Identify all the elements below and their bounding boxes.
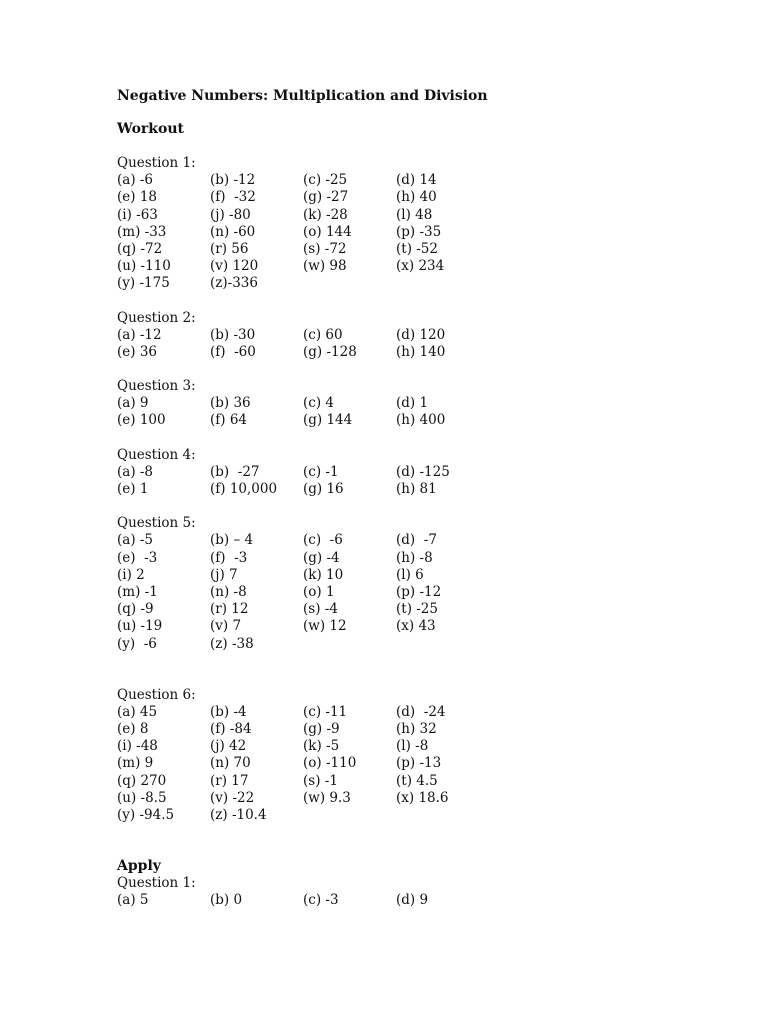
answer-row <box>117 275 717 292</box>
answer-item: (r) 56 <box>210 240 249 257</box>
answer-item: (g) 144 <box>303 412 353 429</box>
answer-row <box>117 224 717 241</box>
answer-item: (v) 120 <box>210 258 259 275</box>
answer-item: (f) -60 <box>210 343 256 360</box>
answer-row <box>117 807 717 824</box>
answer-item: (m) -33 <box>117 223 167 240</box>
answer-row <box>117 738 717 755</box>
answer-row <box>117 755 717 772</box>
question-block <box>117 378 717 430</box>
answer-item: (b) -30 <box>210 326 256 343</box>
answer-item: (c) -25 <box>303 172 348 189</box>
answer-item: (r) 17 <box>210 772 249 789</box>
question-label: Question 1: <box>117 155 196 171</box>
answer-item: (a) -8 <box>117 463 154 480</box>
answer-item: (z) -10.4 <box>210 807 267 823</box>
workout-questions <box>117 155 717 824</box>
answer-item: (j) 42 <box>210 738 247 755</box>
answer-item: (i) -63 <box>117 206 158 223</box>
answer-row <box>117 258 717 275</box>
answer-item: (l) 6 <box>396 566 424 583</box>
answer-item: (l) -8 <box>396 738 429 755</box>
question-label: Question 1: <box>117 875 196 892</box>
answer-item: (h) -8 <box>396 549 433 566</box>
answer-row <box>117 704 717 721</box>
answer-item: (h) 32 <box>396 721 437 738</box>
question-label: Question 4: <box>117 446 196 463</box>
question-block <box>117 155 717 293</box>
answer-item: (n) -8 <box>210 583 247 600</box>
answer-item: (e) 100 <box>117 412 166 429</box>
answer-item: (w) 98 <box>303 258 347 275</box>
answer-item: (x) 18.6 <box>396 789 449 806</box>
answer-item: (b) – 4 <box>210 532 254 549</box>
answer-item: (c) -3 <box>303 892 339 909</box>
answer-item: (k) -28 <box>303 206 348 223</box>
answer-item: (e) -3 <box>117 549 158 566</box>
answer-item: (j) 7 <box>210 566 238 583</box>
answer-item: (e) 18 <box>117 189 157 206</box>
answer-item: (d) -24 <box>396 703 446 720</box>
answer-item: (t) -25 <box>396 601 438 618</box>
section-heading-apply: Apply <box>117 858 161 875</box>
answer-item: (t) 4.5 <box>396 772 438 789</box>
answer-item: (v) -22 <box>210 789 255 806</box>
answer-item: (t) -52 <box>396 240 438 257</box>
answer-row <box>117 636 717 653</box>
answer-item: (o) 144 <box>303 223 352 240</box>
answer-item: (c) 60 <box>303 326 343 343</box>
answer-item: (f) 10,000 <box>210 481 278 497</box>
answer-item: (b) 36 <box>210 395 251 412</box>
answer-item: (d) 14 <box>396 172 437 189</box>
answer-item: (h) 400 <box>396 412 446 429</box>
answer-item: (g) -27 <box>303 189 349 206</box>
answer-item: (j) -80 <box>210 206 251 223</box>
answer-item: (x) 234 <box>396 258 445 275</box>
answer-item: (h) 140 <box>396 343 446 360</box>
answer-item: (g) 16 <box>303 481 344 497</box>
answer-item: (b) -12 <box>210 172 256 189</box>
answer-item: (w) 9.3 <box>303 789 351 806</box>
answer-item: (z)-336 <box>210 275 258 292</box>
answer-item: (r) 12 <box>210 601 249 618</box>
answer-item: (i) -48 <box>117 738 158 755</box>
question-block <box>117 515 717 653</box>
question-block <box>117 310 717 362</box>
answer-row <box>117 550 717 567</box>
answer-item: (b) -4 <box>210 703 247 720</box>
answer-item: (i) 2 <box>117 566 145 583</box>
answer-row <box>117 892 717 909</box>
answer-item: (s) -1 <box>303 772 338 789</box>
answer-item: (a) -12 <box>117 326 162 343</box>
apply-questions <box>117 875 717 909</box>
answer-item: (x) 43 <box>396 618 436 635</box>
answer-item: (e) 1 <box>117 481 149 497</box>
answer-item: (y) -6 <box>117 635 157 652</box>
answer-row <box>117 412 717 429</box>
answer-item: (g) -128 <box>303 343 357 360</box>
question-label: Question 5: <box>117 515 196 532</box>
answer-item: (k) 10 <box>303 566 344 583</box>
answer-row <box>117 567 717 584</box>
question-label: Question 6: <box>117 686 196 703</box>
answer-row <box>117 241 717 258</box>
answer-row <box>117 464 717 481</box>
answer-item: (h) 81 <box>396 481 437 497</box>
answer-item: (f) 64 <box>210 412 247 429</box>
answer-row <box>117 721 717 738</box>
answer-item: (e) 36 <box>117 343 157 360</box>
answer-row <box>117 327 717 344</box>
answer-row <box>117 207 717 224</box>
answer-item: (b) -27 <box>210 463 260 480</box>
answer-item: (o) -110 <box>303 755 357 772</box>
answer-item: (y) -94.5 <box>117 807 175 823</box>
answer-item: (d) 9 <box>396 892 429 909</box>
section-heading-workout: Workout <box>117 121 184 137</box>
answer-item: (b) 0 <box>210 892 243 909</box>
answer-sheet <box>117 88 717 927</box>
answer-item: (h) 40 <box>396 189 437 206</box>
answer-item: (k) -5 <box>303 738 340 755</box>
answer-item: (d) -7 <box>396 532 437 549</box>
answer-row <box>117 481 717 498</box>
answer-item: (c) -6 <box>303 532 343 549</box>
answer-item: (f) -84 <box>210 721 252 738</box>
answer-item: (v) 7 <box>210 618 242 635</box>
answer-item: (p) -35 <box>396 223 442 240</box>
answer-item: (p) -13 <box>396 755 442 772</box>
answer-row <box>117 532 717 549</box>
answer-row <box>117 395 717 412</box>
answer-item: (m) -1 <box>117 583 158 600</box>
answer-item: (u) -8.5 <box>117 789 167 806</box>
answer-item: (u) -19 <box>117 618 163 635</box>
page-title: Negative Numbers: Multiplication and Division <box>117 88 488 104</box>
answer-row <box>117 584 717 601</box>
answer-item: (f) -3 <box>210 549 248 566</box>
answer-item: (d) 120 <box>396 326 446 343</box>
answer-item: (q) 270 <box>117 772 167 789</box>
answer-item: (g) -9 <box>303 721 340 738</box>
answer-item: (d) -125 <box>396 463 450 480</box>
question-label: Question 3: <box>117 378 196 395</box>
answer-item: (f) -32 <box>210 189 256 206</box>
answer-item: (a) 9 <box>117 395 149 412</box>
answer-item: (a) 5 <box>117 892 149 909</box>
answer-row <box>117 172 717 189</box>
answer-item: (l) 48 <box>396 206 433 223</box>
answer-item: (c) 4 <box>303 395 334 412</box>
question-block <box>117 447 717 499</box>
answer-item: (e) 8 <box>117 721 149 738</box>
answer-item: (y) -175 <box>117 275 170 292</box>
answer-item: (c) -11 <box>303 703 348 720</box>
question-label: Question 2: <box>117 309 196 326</box>
answer-item: (g) -4 <box>303 549 340 566</box>
answer-item: (d) 1 <box>396 395 429 412</box>
answer-item: (q) -9 <box>117 601 154 618</box>
answer-item: (n) -60 <box>210 223 256 240</box>
answer-item: (p) -12 <box>396 583 442 600</box>
question-block <box>117 875 717 909</box>
answer-item: (n) 70 <box>210 755 251 772</box>
answer-item: (a) 45 <box>117 703 158 720</box>
answer-row <box>117 790 717 807</box>
question-block <box>117 687 717 825</box>
answer-row <box>117 189 717 206</box>
answer-row <box>117 618 717 635</box>
answer-item: (z) -38 <box>210 635 254 652</box>
answer-row <box>117 601 717 618</box>
answer-item: (w) 12 <box>303 618 347 635</box>
answer-item: (a) -5 <box>117 532 154 549</box>
answer-item: (s) -4 <box>303 601 338 618</box>
answer-item: (q) -72 <box>117 240 163 257</box>
answer-row <box>117 344 717 361</box>
answer-item: (m) 9 <box>117 755 154 772</box>
answer-item: (s) -72 <box>303 240 347 257</box>
answer-row <box>117 773 717 790</box>
answer-item: (u) -110 <box>117 258 171 275</box>
answer-item: (a) -6 <box>117 172 154 189</box>
answer-item: (c) -1 <box>303 463 339 480</box>
answer-item: (o) 1 <box>303 583 335 600</box>
